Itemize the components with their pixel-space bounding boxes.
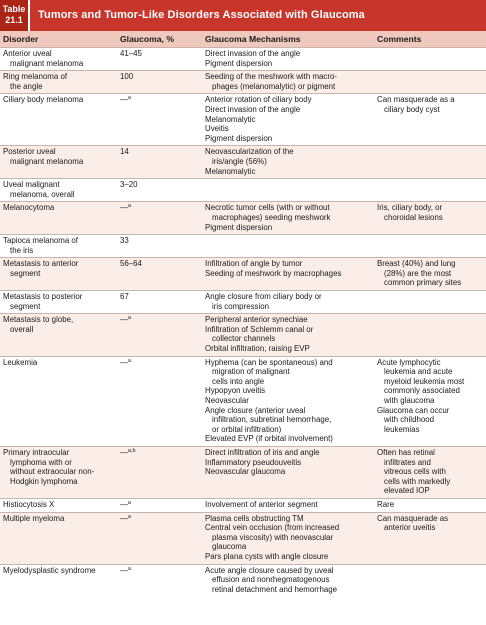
cell-line: Glaucoma can occur	[377, 405, 450, 415]
footnote-marker: a	[127, 203, 131, 210]
cell-line: Posterior uveal	[3, 147, 56, 157]
cell-line: Necrotic tumor cells (with or without	[205, 203, 330, 213]
glaucoma-percent-value: —	[120, 513, 128, 523]
cell-line: Direct invasion of the angle	[205, 49, 301, 58]
glaucoma-percent-value: —	[120, 315, 128, 325]
column-header-disorder: Disorder	[3, 33, 39, 44]
glaucoma-percent-cell	[117, 179, 202, 202]
cell-line: Tapioca melanoma of	[3, 236, 79, 246]
cell-line: Acute lymphocytic	[377, 357, 441, 367]
glaucoma-percent-value: —	[120, 203, 128, 213]
cell-line: Infiltration of Schlemm canal or	[205, 324, 314, 334]
glaucoma-percent-value: —	[120, 565, 128, 575]
cell-line: malignant melanoma	[10, 58, 84, 68]
cell-line: overall	[10, 324, 34, 334]
cell-line: effusion and nonrhegmatogenous	[212, 575, 330, 585]
cell-line: Infiltration of angle by tumor	[205, 259, 303, 269]
footnote-marker: a	[127, 499, 131, 506]
glaucoma-percent-value: 14	[120, 147, 129, 157]
disorder-cell	[0, 235, 117, 258]
cell-line: Hyphema (can be spontaneous) and	[205, 357, 333, 367]
cell-line: Anterior rotation of ciliary body	[205, 95, 312, 105]
cell-line: Pigment dispersion	[205, 133, 273, 143]
cell-line: Melanomalytic	[205, 166, 256, 176]
disorder-cell	[0, 564, 117, 596]
cell-line: Can masquerade as	[377, 513, 449, 523]
cell-line: Breast (40%) and lung	[377, 259, 456, 269]
cell-line: macrophages) seeding meshwork	[212, 212, 331, 222]
mechanisms-cell	[202, 48, 374, 71]
cell-line: (28%) are the most	[384, 268, 452, 278]
table-row	[0, 179, 486, 202]
cell-line: collector channels	[212, 334, 276, 344]
mechanisms-cell	[202, 291, 374, 314]
table-row	[0, 356, 486, 446]
mechanisms-cell	[202, 202, 374, 235]
glaucoma-percent-value: —	[120, 95, 128, 105]
mechanisms-cell	[202, 179, 374, 202]
cell-line: Seeding of the meshwork with macro-	[205, 72, 338, 82]
column-header-mechanisms: Glaucoma Mechanisms	[205, 33, 301, 44]
comments-cell	[374, 314, 486, 356]
cell-line: anterior uveitis	[384, 523, 436, 533]
cell-line: Multiple myeloma	[3, 513, 65, 523]
glaucoma-percent-cell	[117, 446, 202, 498]
comments-cell	[374, 258, 486, 291]
cell-line: Anterior uveal	[3, 49, 52, 58]
cell-line: Melanomalytic	[205, 114, 256, 124]
cell-line: Myelodysplastic syndrome	[3, 565, 96, 575]
cell-line: Primary intraocular	[3, 447, 70, 457]
cell-line: ciliary body cyst	[384, 104, 440, 114]
comments-cell	[374, 356, 486, 446]
comments-cell	[374, 71, 486, 94]
cell-line: iris/angle (56%)	[212, 156, 267, 166]
glaucoma-percent-cell	[117, 512, 202, 564]
cell-line: Elevated EVP (if orbital involvement)	[205, 434, 333, 444]
table-row	[0, 498, 486, 512]
glaucoma-percent-value: —	[120, 499, 128, 509]
disorder-cell	[0, 179, 117, 202]
glaucoma-percent-value: —	[120, 357, 128, 367]
mechanisms-cell	[202, 258, 374, 291]
footnote-marker: a	[127, 565, 131, 572]
cell-line: Histiocytosis X	[3, 499, 55, 509]
table-label-number: 21.1	[5, 15, 23, 25]
cell-line: Metastasis to posterior	[3, 292, 83, 302]
glaucoma-tumor-table	[0, 31, 486, 596]
glaucoma-percent-value: 41–45	[120, 49, 142, 58]
cell-line: Hypopyon uveitis	[205, 386, 266, 396]
comments-cell	[374, 512, 486, 564]
cell-line: Rare	[377, 499, 395, 509]
cell-line: plasma viscosity) with neovascular	[212, 532, 334, 542]
comments-cell	[374, 94, 486, 146]
footnote-marker: a	[127, 95, 131, 102]
mechanisms-cell	[202, 356, 374, 446]
cell-line: vitreous cells with	[384, 467, 446, 477]
disorder-cell	[0, 446, 117, 498]
cell-line: Acute angle closure caused by uveal	[205, 565, 334, 575]
glaucoma-percent-cell	[117, 258, 202, 291]
cell-line: Neovascularization of the	[205, 147, 294, 157]
glaucoma-percent-cell	[117, 48, 202, 71]
cell-line: malignant melanoma	[10, 156, 84, 166]
glaucoma-percent-cell	[117, 71, 202, 94]
footnote-marker: a	[127, 315, 131, 322]
glaucoma-percent-value: 67	[120, 292, 129, 302]
footnote-marker: a	[127, 357, 131, 364]
table-row	[0, 146, 486, 179]
comments-cell	[374, 446, 486, 498]
table-row	[0, 94, 486, 146]
cell-line: commonly associated	[384, 386, 460, 396]
cell-line: Pigment dispersion	[205, 58, 273, 68]
cell-line: or orbital infiltration)	[212, 424, 282, 434]
cell-line: Ring melanoma of	[3, 72, 68, 82]
mechanisms-cell	[202, 446, 374, 498]
disorder-cell	[0, 202, 117, 235]
glaucoma-percent-cell	[117, 94, 202, 146]
cell-line: Metastasis to anterior	[3, 259, 79, 269]
disorder-cell	[0, 291, 117, 314]
cell-line: Inflammatory pseudouveitis	[205, 457, 302, 467]
table-header-bar	[0, 0, 486, 31]
comments-cell	[374, 146, 486, 179]
cell-line: Angle closure (anterior uveal	[205, 405, 306, 415]
cell-line: Direct infiltration of iris and angle	[205, 447, 320, 457]
cell-line: Pars plana cysts with angle closure	[205, 551, 329, 561]
cell-line: Neovascular glaucoma	[205, 467, 286, 477]
glaucoma-percent-value: 100	[120, 72, 134, 82]
cell-line: lymphoma with or	[10, 457, 72, 467]
cell-line: Can masquerade as a	[377, 95, 455, 105]
table-row	[0, 314, 486, 356]
disorder-cell	[0, 94, 117, 146]
cell-line: Melanocytoma	[3, 203, 55, 213]
cell-line: Orbital infiltration, raising EVP	[205, 344, 310, 354]
disorder-cell	[0, 258, 117, 291]
glaucoma-percent-cell	[117, 564, 202, 596]
cell-line: the iris	[10, 245, 34, 255]
cell-line: cells with markedly	[384, 476, 451, 486]
cell-line: segment	[10, 268, 41, 278]
table-body	[0, 48, 486, 597]
disorder-cell	[0, 314, 117, 356]
cell-line: without extraocular non-	[10, 467, 95, 477]
cell-line: Involvement of anterior segment	[205, 499, 318, 509]
glaucoma-percent-cell	[117, 356, 202, 446]
comments-cell	[374, 564, 486, 596]
glaucoma-percent-cell	[117, 498, 202, 512]
table-row	[0, 235, 486, 258]
cell-line: migration of malignant	[212, 367, 290, 377]
mechanisms-cell	[202, 71, 374, 94]
glaucoma-percent-value: 56–64	[120, 259, 142, 269]
comments-cell	[374, 48, 486, 71]
cell-line: myeloid leukemia most	[384, 376, 465, 386]
disorder-cell	[0, 146, 117, 179]
footnote-marker: a	[127, 513, 131, 520]
comments-cell	[374, 498, 486, 512]
cell-line: with glaucoma	[384, 396, 435, 405]
column-header-row	[0, 31, 486, 48]
cell-line: Peripheral anterior synechiae	[205, 315, 308, 325]
cell-line: melanoma, overall	[10, 189, 75, 199]
cell-line: iris compression	[212, 301, 270, 311]
glaucoma-percent-cell	[117, 291, 202, 314]
mechanisms-cell	[202, 94, 374, 146]
cell-line: Uveal malignant	[3, 180, 60, 190]
cell-line: with childhood	[384, 415, 435, 425]
cell-line: Hodgkin lymphoma	[10, 476, 78, 486]
table-row	[0, 446, 486, 498]
cell-line: Central vein occlusion (from increased	[205, 523, 340, 533]
cell-line: Leukemia	[3, 357, 38, 367]
comments-cell	[374, 291, 486, 314]
mechanisms-cell	[202, 314, 374, 356]
cell-line: Seeding of meshwork by macrophages	[205, 268, 342, 278]
footnote-marker: a,b	[127, 447, 136, 454]
table-title: Tumors and Tumor-Like Disorders Associated with Glaucoma	[38, 9, 365, 21]
table-row	[0, 291, 486, 314]
cell-line: Metastasis to globe,	[3, 315, 74, 325]
cell-line: Iris, ciliary body, or	[377, 203, 443, 213]
glaucoma-percent-value: —	[120, 447, 128, 457]
cell-line: Often has retinal	[377, 447, 435, 457]
table-row	[0, 48, 486, 71]
table-row	[0, 258, 486, 291]
table-label-word: Table	[2, 4, 26, 14]
cell-line: segment	[10, 301, 41, 311]
cell-line: choroidal lesions	[384, 212, 443, 222]
comments-cell	[374, 235, 486, 258]
cell-line: infiltration, subretinal hemorrhage,	[212, 415, 332, 425]
table-number-tag	[0, 0, 30, 31]
glaucoma-percent-value: 3–20	[120, 180, 138, 190]
cell-line: infiltrates and	[384, 457, 431, 467]
disorder-cell	[0, 71, 117, 94]
cell-line: Uveitis	[205, 124, 229, 134]
glaucoma-percent-value: 33	[120, 236, 129, 246]
cell-line: elevated IOP	[384, 486, 430, 496]
glaucoma-percent-cell	[117, 235, 202, 258]
cell-line: Pigment dispersion	[205, 222, 273, 232]
mechanisms-cell	[202, 146, 374, 179]
table-row	[0, 71, 486, 94]
glaucoma-percent-cell	[117, 146, 202, 179]
table-row	[0, 564, 486, 596]
comments-cell	[374, 179, 486, 202]
cell-line: the angle	[10, 81, 43, 91]
comments-cell	[374, 202, 486, 235]
cell-line: leukemias	[384, 424, 420, 434]
column-header-glaucoma-percent: Glaucoma, %	[120, 33, 174, 44]
mechanisms-cell	[202, 235, 374, 258]
disorder-cell	[0, 356, 117, 446]
table-row	[0, 512, 486, 564]
cell-line: retinal detachment and hemorrhage	[212, 584, 338, 594]
disorder-cell	[0, 512, 117, 564]
cell-line: Plasma cells obstructing TM	[205, 513, 304, 523]
disorder-cell	[0, 48, 117, 71]
disorder-cell	[0, 498, 117, 512]
cell-line: phages (melanomalytic) or pigment	[212, 81, 336, 91]
mechanisms-cell	[202, 564, 374, 596]
cell-line: leukemia and acute	[384, 367, 453, 377]
cell-line: Neovascular	[205, 396, 249, 405]
mechanisms-cell	[202, 512, 374, 564]
glaucoma-percent-cell	[117, 202, 202, 235]
table-row	[0, 202, 486, 235]
cell-line: Direct invasion of the angle	[205, 104, 301, 114]
mechanisms-cell	[202, 498, 374, 512]
column-header-comments: Comments	[377, 33, 422, 44]
cell-line: glaucoma	[212, 542, 247, 552]
cell-line: common primary sites	[384, 278, 462, 288]
glaucoma-percent-cell	[117, 314, 202, 356]
cell-line: cells into angle	[212, 376, 265, 386]
cell-line: Ciliary body melanoma	[3, 95, 84, 105]
cell-line: Angle closure from ciliary body or	[205, 292, 322, 302]
